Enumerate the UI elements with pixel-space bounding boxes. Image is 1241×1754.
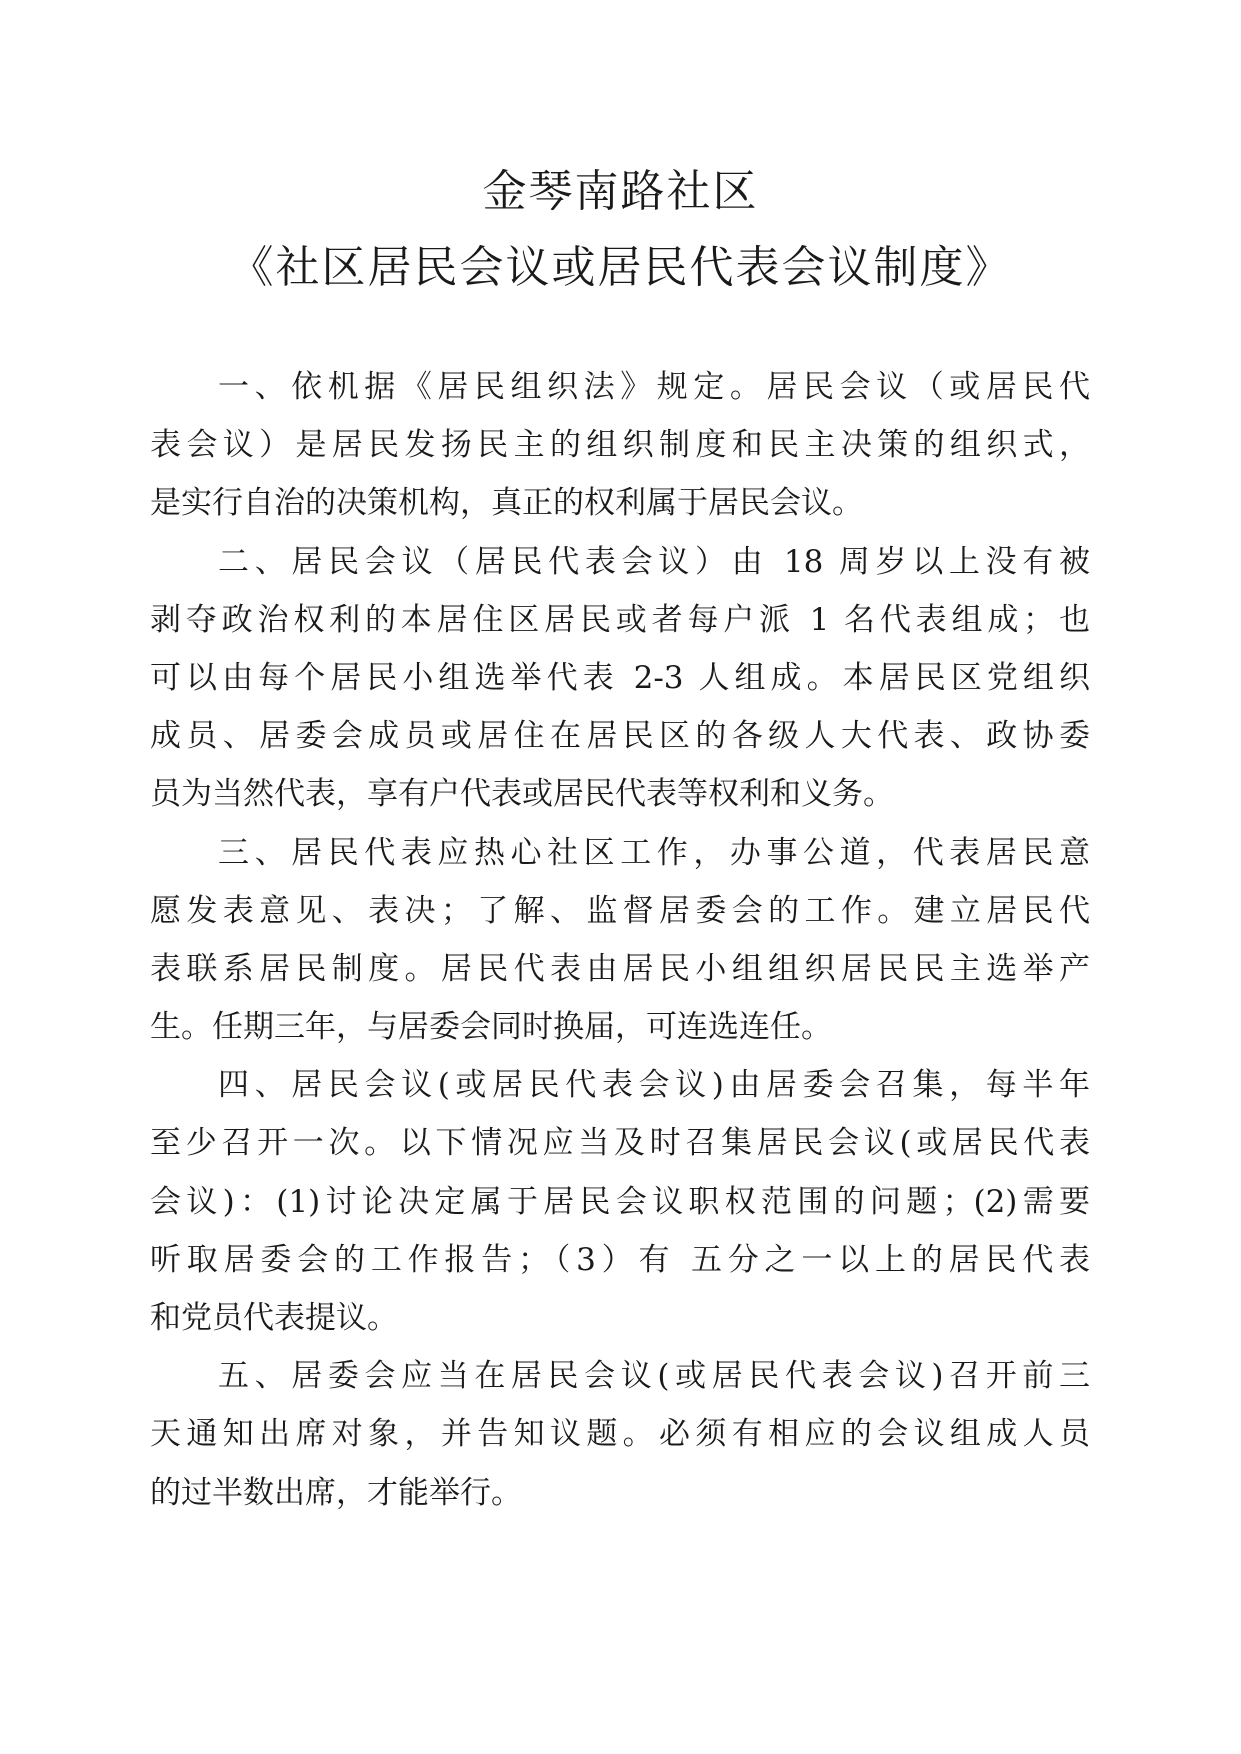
paragraph-line: 一、依机据《居民组织法》规定。居民会议（或居民代 — [218, 369, 1090, 405]
paragraph-line: 可以由每个居民小组选举代表 2-3 人组成。本居民区党组织 — [150, 659, 1090, 696]
paragraph-line: 四、居民会议(或居民代表会议)由居委会召集，每半年 — [218, 1067, 1090, 1104]
paragraph-4 — [150, 1056, 1090, 1347]
paragraph-line: 的过半数出席，才能举行。 — [150, 1474, 522, 1511]
paragraph-line: 三、居民代表应热心社区工作，办事公道，代表居民意 — [218, 834, 1090, 871]
paragraph-line: 二、居民会议（居民代表会议）由 18 周岁以上没有被 — [218, 543, 1090, 580]
paragraph-line: 是实行自治的决策机构，真正的权利属于居民会议。 — [150, 485, 863, 522]
paragraph-line: 生。任期三年，与居委会同时换届，可连选连任。 — [150, 1009, 832, 1046]
paragraph-2 — [150, 533, 1090, 824]
paragraph-line: 和党员代表提议。 — [150, 1300, 398, 1336]
paragraph-line: 五、居委会应当在居民会议(或居民代表会议)召开前三 — [218, 1358, 1090, 1395]
paragraph-line: 表会议）是居民发扬民主的组织制度和民主决策的组织式， — [150, 427, 1090, 464]
paragraph-5 — [150, 1347, 1090, 1522]
paragraph-line: 会议)：(1)讨论决定属于居民会议职权范围的问题；(2)需要 — [150, 1183, 1090, 1220]
paragraph-line: 至少召开一次。以下情况应当及时召集居民会议(或居民代表 — [150, 1125, 1090, 1162]
document-body — [150, 358, 1090, 1522]
paragraph-line: 听取居委会的工作报告；（3）有 五分之一以上的居民代表 — [150, 1241, 1090, 1278]
paragraph-line: 成员、居委会成员或居住在居民区的各级人大代表、政协委 — [150, 718, 1090, 755]
paragraph-3 — [150, 824, 1090, 1057]
document-title-community: 金琴南路社区 — [482, 166, 759, 217]
paragraph-line: 愿发表意见、表决；了解、监督居委会的工作。建立居民代 — [150, 892, 1090, 929]
paragraph-line: 剥夺政治权利的本居住区居民或者每户派 1 名代表组成；也 — [150, 601, 1090, 638]
paragraph-line: 天通知出席对象，并告知议题。必须有相应的会议组成人员 — [150, 1416, 1090, 1453]
paragraph-1 — [150, 358, 1090, 533]
paragraph-line: 员为当然代表，享有户代表或居民代表等权利和义务。 — [150, 776, 894, 813]
document-title-regulation: 《社区居民会议或居民代表会议制度》 — [229, 242, 1012, 293]
paragraph-line: 表联系居民制度。居民代表由居民小组组织居民民主选举产 — [150, 950, 1090, 987]
